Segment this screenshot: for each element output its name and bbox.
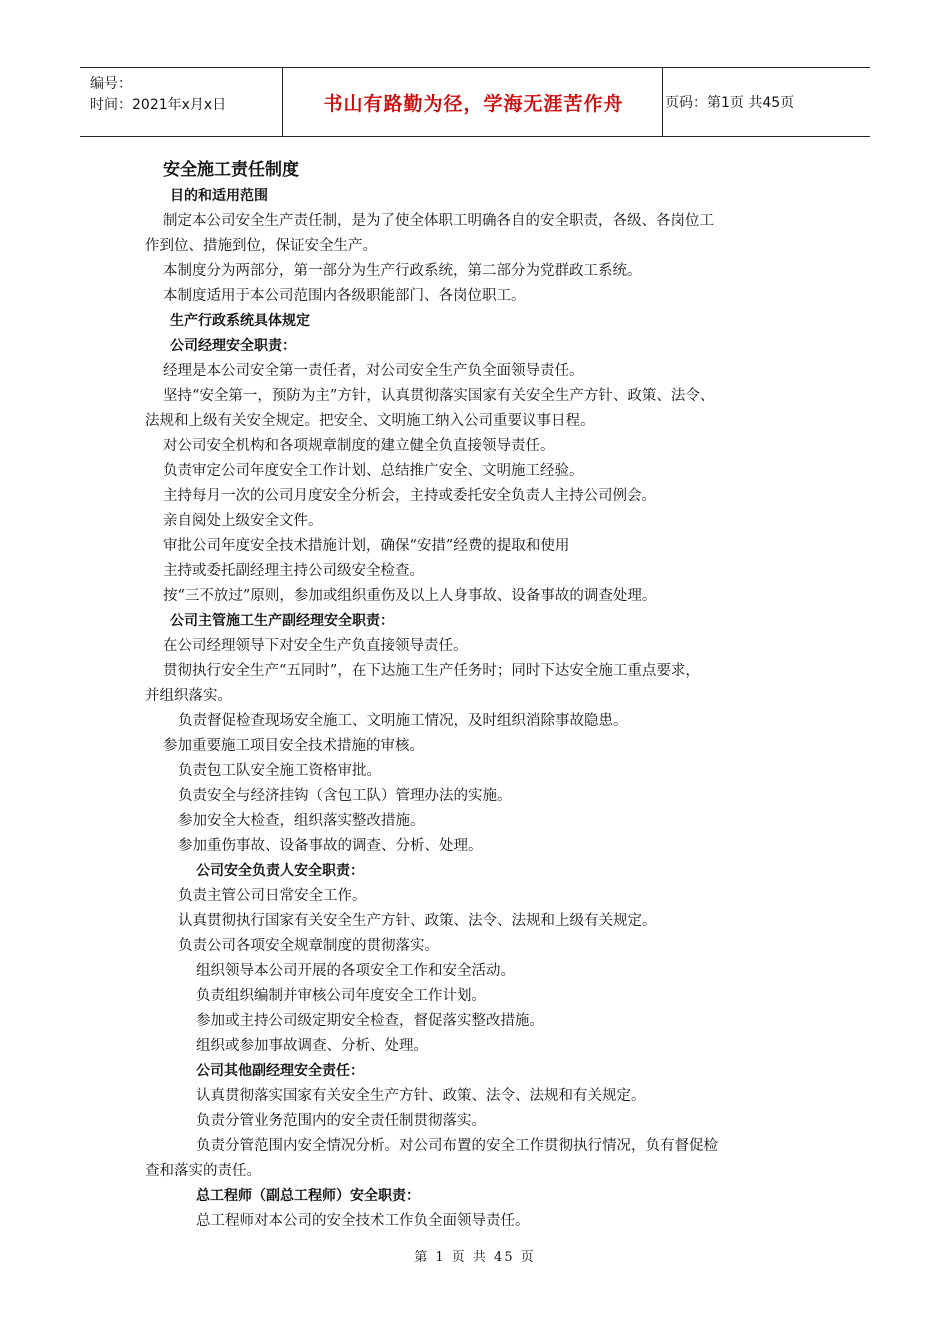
paragraph-line: 查和落实的责任。 — [145, 1163, 261, 1179]
paragraph-line: 认真贯彻执行国家有关安全生产方针、政策、法令、法规和上级有关规定。 — [178, 913, 657, 929]
paragraph-line: 在公司经理领导下对安全生产负直接领导责任。 — [163, 638, 468, 654]
paragraph-line: 制定本公司安全生产责任制，是为了使全体职工明确各自的安全职责，各级、各岗位工 — [163, 213, 714, 229]
paragraph-line: 参加安全大检查，组织落实整改措施。 — [178, 813, 425, 829]
paragraph-line: 对公司安全机构和各项规章制度的建立健全负直接领导责任。 — [163, 438, 555, 454]
paragraph-line: 本制度分为两部分，第一部分为生产行政系统，第二部分为党群政工系统。 — [163, 263, 642, 279]
section-heading: 公司其他副经理安全责任： — [196, 1063, 364, 1079]
header-meta — [90, 74, 226, 116]
paragraph-line: 亲自阅处上级安全文件。 — [163, 513, 323, 529]
paragraph-line: 负责公司各项安全规章制度的贯彻落实。 — [178, 938, 439, 954]
section-heading: 公司安全负责人安全职责： — [196, 863, 364, 879]
paragraph-line: 负责分管业务范围内的安全责任制贯彻落实。 — [196, 1113, 486, 1129]
paragraph-line: 审批公司年度安全技术措施计划，确保“安措”经费的提取和使用 — [163, 538, 570, 554]
paragraph-line: 参加重要施工项目安全技术措施的审核。 — [163, 738, 424, 754]
paragraph-line: 负责主管公司日常安全工作。 — [178, 888, 367, 904]
serial-label: 编号： — [90, 76, 132, 92]
paragraph-line: 认真贯彻落实国家有关安全生产方针、政策、法令、法规和有关规定。 — [196, 1088, 646, 1104]
paragraph-line: 按“三不放过”原则，参加或组织重伤及以上人身事故、设备事故的调查处理。 — [163, 588, 657, 604]
paragraph-line: 法规和上级有关安全规定。把安全、文明施工纳入公司重要议事日程。 — [145, 413, 595, 429]
page-header — [80, 67, 870, 137]
page-footer: 第 1 页 共 45 页 — [414, 1250, 536, 1265]
section-heading: 目的和适用范围 — [170, 188, 268, 204]
doc-title: 安全施工责任制度 — [163, 160, 299, 180]
paragraph-line: 参加重伤事故、设备事故的调查、分析、处理。 — [178, 838, 483, 854]
paragraph-line: 坚持“安全第一，预防为主”方针，认真贯彻落实国家有关安全生产方针、政策、法令、 — [163, 388, 715, 404]
paragraph-line: 总工程师对本公司的安全技术工作负全面领导责任。 — [196, 1213, 530, 1229]
paragraph-line: 负责组织编制并审核公司年度安全工作计划。 — [196, 988, 486, 1004]
section-heading: 生产行政系统具体规定 — [170, 313, 310, 329]
paragraph-line: 负责安全与经济挂钩（含包工队）管理办法的实施。 — [178, 788, 512, 804]
paragraph-line: 作到位、措施到位，保证安全生产。 — [145, 238, 377, 254]
paragraph-line: 参加或主持公司级定期安全检查，督促落实整改措施。 — [196, 1013, 544, 1029]
date-label: 时间：2021年x月x日 — [90, 97, 227, 113]
section-heading: 公司主管施工生产副经理安全职责： — [170, 613, 394, 629]
paragraph-line: 主持或委托副经理主持公司级安全检查。 — [163, 563, 424, 579]
header-motto: 书山有路勤为径，学海无涯苦作舟 — [323, 92, 624, 115]
paragraph-line: 组织或参加事故调查、分析、处理。 — [196, 1038, 428, 1054]
paragraph-line: 本制度适用于本公司范围内各级职能部门、各岗位职工。 — [163, 288, 526, 304]
paragraph-line: 负责督促检查现场安全施工、文明施工情况，及时组织消除事故隐患。 — [178, 713, 628, 729]
paragraph-line: 负责分管范围内安全情况分析。对公司布置的安全工作贯彻执行情况，负有督促检 — [196, 1138, 718, 1154]
header-page-info: 页码：第1页 共45页 — [665, 95, 795, 111]
section-heading: 公司经理安全职责： — [170, 338, 296, 354]
header-divider — [662, 68, 663, 136]
paragraph-line: 主持每月一次的公司月度安全分析会，主持或委托安全负责人主持公司例会。 — [163, 488, 656, 504]
paragraph-line: 负责包工队安全施工资格审批。 — [178, 763, 381, 779]
paragraph-line: 经理是本公司安全第一责任者，对公司安全生产负全面领导责任。 — [163, 363, 584, 379]
paragraph-line: 贯彻执行安全生产“五同时”，在下达施工生产任务时；同时下达安全施工重点要求， — [163, 663, 700, 679]
paragraph-line: 负责审定公司年度安全工作计划、总结推广安全、文明施工经验。 — [163, 463, 584, 479]
paragraph-line: 组织领导本公司开展的各项安全工作和安全活动。 — [196, 963, 515, 979]
header-divider — [282, 68, 283, 136]
paragraph-line: 并组织落实。 — [145, 688, 232, 704]
section-heading: 总工程师（副总工程师）安全职责： — [196, 1188, 420, 1204]
